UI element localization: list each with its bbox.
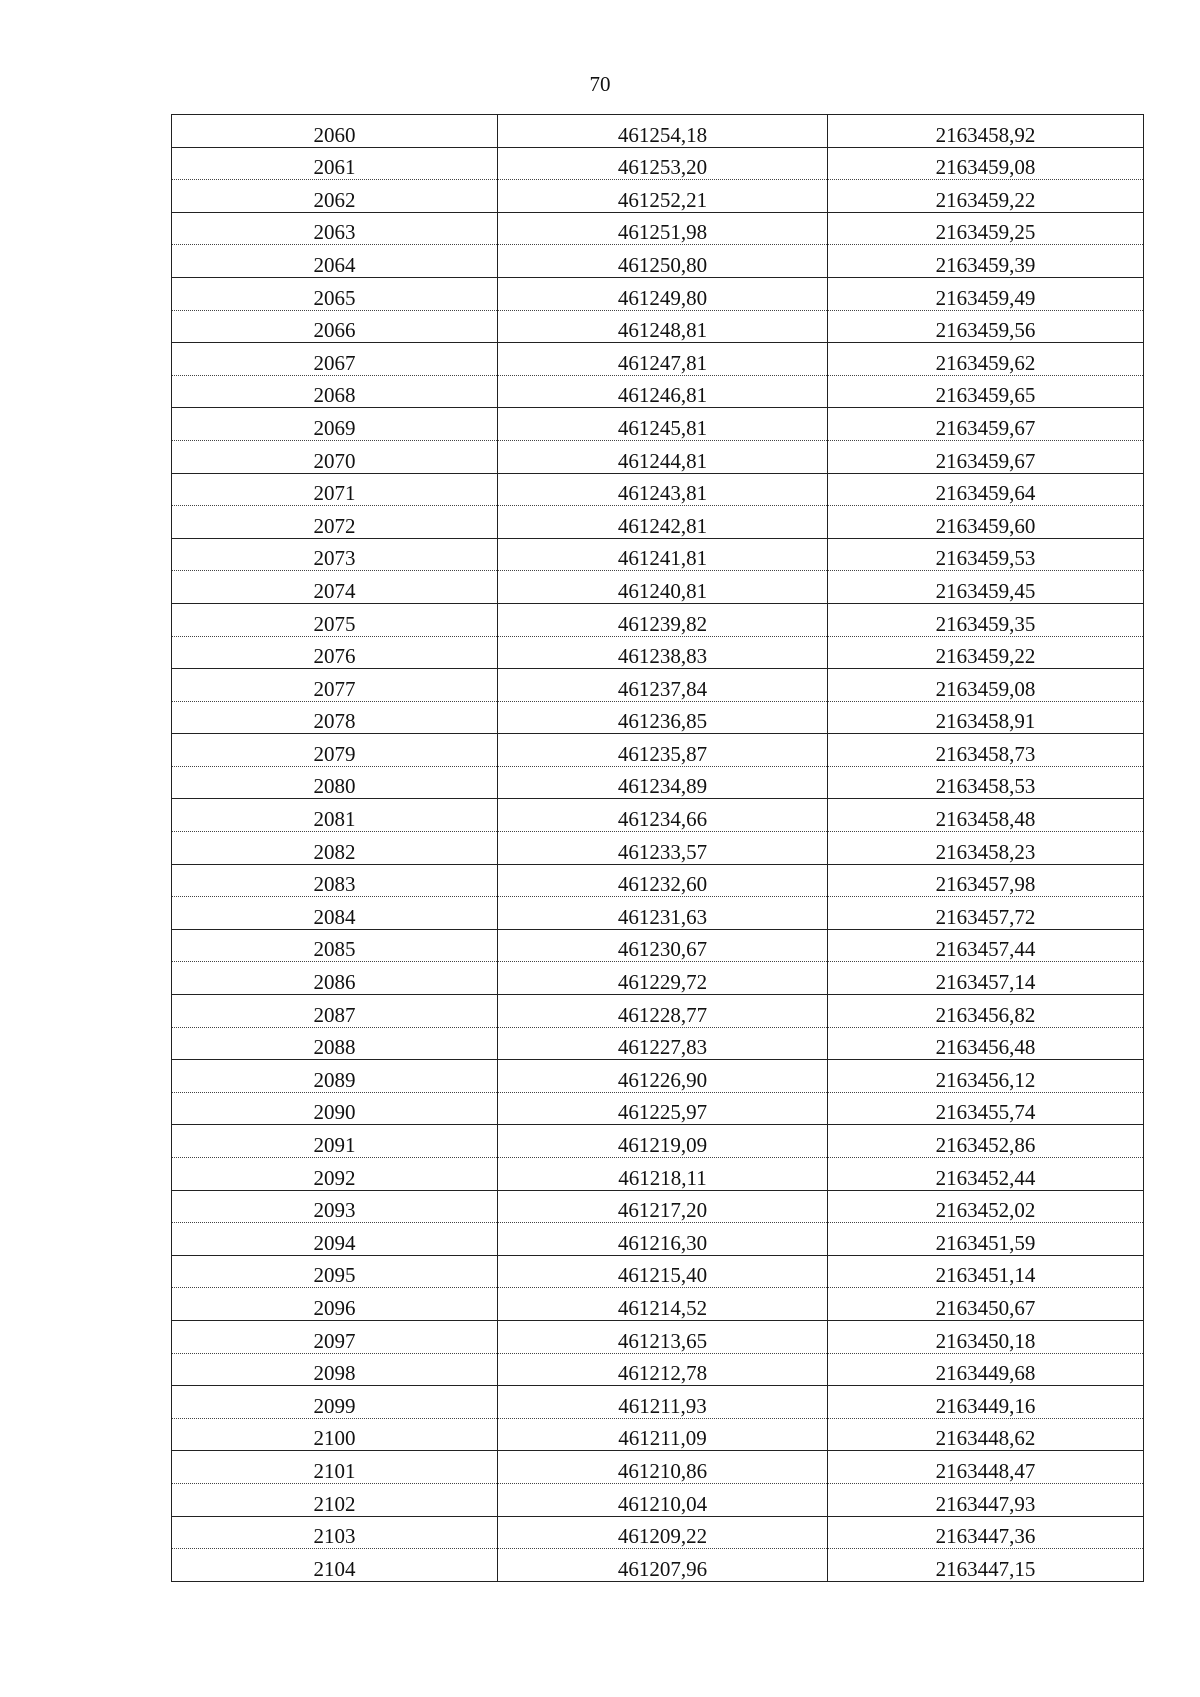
point-number-cell: 2100 (172, 1418, 498, 1451)
table-row (172, 734, 1144, 767)
y-coordinate-cell: 2163457,14 (828, 962, 1144, 995)
table-row (172, 571, 1144, 604)
point-number-cell: 2076 (172, 636, 498, 669)
point-number-cell: 2087 (172, 995, 498, 1028)
y-coordinate-cell: 2163458,92 (828, 115, 1144, 148)
coordinates-table-body (172, 115, 1144, 1582)
point-number-cell: 2062 (172, 180, 498, 213)
y-coordinate-cell: 2163459,08 (828, 669, 1144, 702)
table-row (172, 1549, 1144, 1582)
x-coordinate-cell: 461242,81 (498, 506, 828, 539)
y-coordinate-cell: 2163459,62 (828, 343, 1144, 376)
table-row (172, 277, 1144, 310)
point-number-cell: 2069 (172, 408, 498, 441)
x-coordinate-cell: 461234,89 (498, 766, 828, 799)
x-coordinate-cell: 461241,81 (498, 538, 828, 571)
y-coordinate-cell: 2163456,82 (828, 995, 1144, 1028)
x-coordinate-cell: 461234,66 (498, 799, 828, 832)
point-number-cell: 2095 (172, 1255, 498, 1288)
y-coordinate-cell: 2163447,93 (828, 1483, 1144, 1516)
x-coordinate-cell: 461215,40 (498, 1255, 828, 1288)
point-number-cell: 2072 (172, 506, 498, 539)
x-coordinate-cell: 461211,09 (498, 1418, 828, 1451)
point-number-cell: 2077 (172, 669, 498, 702)
point-number-cell: 2079 (172, 734, 498, 767)
x-coordinate-cell: 461252,21 (498, 180, 828, 213)
y-coordinate-cell: 2163459,60 (828, 506, 1144, 539)
table-row (172, 408, 1144, 441)
table-row (172, 897, 1144, 930)
x-coordinate-cell: 461235,87 (498, 734, 828, 767)
table-row (172, 864, 1144, 897)
table-row (172, 473, 1144, 506)
point-number-cell: 2075 (172, 603, 498, 636)
x-coordinate-cell: 461213,65 (498, 1320, 828, 1353)
point-number-cell: 2086 (172, 962, 498, 995)
table-row (172, 1223, 1144, 1256)
table-row (172, 310, 1144, 343)
x-coordinate-cell: 461207,96 (498, 1549, 828, 1582)
table-row (172, 1027, 1144, 1060)
x-coordinate-cell: 461225,97 (498, 1092, 828, 1125)
y-coordinate-cell: 2163447,36 (828, 1516, 1144, 1549)
table-row (172, 538, 1144, 571)
point-number-cell: 2089 (172, 1060, 498, 1093)
table-row (172, 1451, 1144, 1484)
x-coordinate-cell: 461231,63 (498, 897, 828, 930)
table-row (172, 1516, 1144, 1549)
point-number-cell: 2061 (172, 147, 498, 180)
table-row (172, 147, 1144, 180)
point-number-cell: 2088 (172, 1027, 498, 1060)
table-row (172, 440, 1144, 473)
x-coordinate-cell: 461246,81 (498, 375, 828, 408)
table-row (172, 1288, 1144, 1321)
x-coordinate-cell: 461219,09 (498, 1125, 828, 1158)
table-row (172, 766, 1144, 799)
y-coordinate-cell: 2163459,65 (828, 375, 1144, 408)
y-coordinate-cell: 2163458,23 (828, 832, 1144, 865)
x-coordinate-cell: 461217,20 (498, 1190, 828, 1223)
point-number-cell: 2068 (172, 375, 498, 408)
y-coordinate-cell: 2163457,44 (828, 929, 1144, 962)
page-number: 70 (589, 72, 611, 96)
x-coordinate-cell: 461244,81 (498, 440, 828, 473)
x-coordinate-cell: 461229,72 (498, 962, 828, 995)
x-coordinate-cell: 461253,20 (498, 147, 828, 180)
x-coordinate-cell: 461211,93 (498, 1386, 828, 1419)
point-number-cell: 2078 (172, 701, 498, 734)
x-coordinate-cell: 461233,57 (498, 832, 828, 865)
point-number-cell: 2101 (172, 1451, 498, 1484)
y-coordinate-cell: 2163450,67 (828, 1288, 1144, 1321)
x-coordinate-cell: 461212,78 (498, 1353, 828, 1386)
table-row (172, 1255, 1144, 1288)
point-number-cell: 2094 (172, 1223, 498, 1256)
y-coordinate-cell: 2163457,98 (828, 864, 1144, 897)
table-row (172, 799, 1144, 832)
table-row (172, 1125, 1144, 1158)
x-coordinate-cell: 461239,82 (498, 603, 828, 636)
y-coordinate-cell: 2163458,91 (828, 701, 1144, 734)
point-number-cell: 2093 (172, 1190, 498, 1223)
y-coordinate-cell: 2163458,73 (828, 734, 1144, 767)
table-row (172, 962, 1144, 995)
y-coordinate-cell: 2163459,39 (828, 245, 1144, 278)
x-coordinate-cell: 461218,11 (498, 1158, 828, 1191)
y-coordinate-cell: 2163456,12 (828, 1060, 1144, 1093)
table-row (172, 1386, 1144, 1419)
point-number-cell: 2102 (172, 1483, 498, 1516)
table-row (172, 1418, 1144, 1451)
x-coordinate-cell: 461238,83 (498, 636, 828, 669)
x-coordinate-cell: 461248,81 (498, 310, 828, 343)
y-coordinate-cell: 2163448,47 (828, 1451, 1144, 1484)
x-coordinate-cell: 461249,80 (498, 277, 828, 310)
x-coordinate-cell: 461251,98 (498, 212, 828, 245)
y-coordinate-cell: 2163458,53 (828, 766, 1144, 799)
table-row (172, 1158, 1144, 1191)
table-row (172, 180, 1144, 213)
y-coordinate-cell: 2163449,68 (828, 1353, 1144, 1386)
x-coordinate-cell: 461210,04 (498, 1483, 828, 1516)
x-coordinate-cell: 461232,60 (498, 864, 828, 897)
y-coordinate-cell: 2163459,64 (828, 473, 1144, 506)
y-coordinate-cell: 2163451,14 (828, 1255, 1144, 1288)
table-row (172, 995, 1144, 1028)
x-coordinate-cell: 461237,84 (498, 669, 828, 702)
point-number-cell: 2091 (172, 1125, 498, 1158)
point-number-cell: 2064 (172, 245, 498, 278)
table-row (172, 832, 1144, 865)
y-coordinate-cell: 2163459,67 (828, 408, 1144, 441)
y-coordinate-cell: 2163457,72 (828, 897, 1144, 930)
y-coordinate-cell: 2163452,44 (828, 1158, 1144, 1191)
y-coordinate-cell: 2163449,16 (828, 1386, 1144, 1419)
y-coordinate-cell: 2163450,18 (828, 1320, 1144, 1353)
table-row (172, 603, 1144, 636)
y-coordinate-cell: 2163459,49 (828, 277, 1144, 310)
y-coordinate-cell: 2163459,56 (828, 310, 1144, 343)
point-number-cell: 2104 (172, 1549, 498, 1582)
table-row (172, 1320, 1144, 1353)
table-row (172, 245, 1144, 278)
y-coordinate-cell: 2163459,22 (828, 636, 1144, 669)
y-coordinate-cell: 2163452,02 (828, 1190, 1144, 1223)
point-number-cell: 2097 (172, 1320, 498, 1353)
y-coordinate-cell: 2163451,59 (828, 1223, 1144, 1256)
x-coordinate-cell: 461210,86 (498, 1451, 828, 1484)
point-number-cell: 2070 (172, 440, 498, 473)
y-coordinate-cell: 2163452,86 (828, 1125, 1144, 1158)
x-coordinate-cell: 461240,81 (498, 571, 828, 604)
point-number-cell: 2081 (172, 799, 498, 832)
table-row (172, 636, 1144, 669)
point-number-cell: 2092 (172, 1158, 498, 1191)
y-coordinate-cell: 2163459,53 (828, 538, 1144, 571)
x-coordinate-cell: 461214,52 (498, 1288, 828, 1321)
table-row (172, 1190, 1144, 1223)
x-coordinate-cell: 461209,22 (498, 1516, 828, 1549)
point-number-cell: 2085 (172, 929, 498, 962)
y-coordinate-cell: 2163459,35 (828, 603, 1144, 636)
table-row (172, 506, 1144, 539)
table-row (172, 929, 1144, 962)
x-coordinate-cell: 461250,80 (498, 245, 828, 278)
x-coordinate-cell: 461230,67 (498, 929, 828, 962)
point-number-cell: 2099 (172, 1386, 498, 1419)
x-coordinate-cell: 461226,90 (498, 1060, 828, 1093)
point-number-cell: 2065 (172, 277, 498, 310)
y-coordinate-cell: 2163458,48 (828, 799, 1144, 832)
x-coordinate-cell: 461228,77 (498, 995, 828, 1028)
x-coordinate-cell: 461227,83 (498, 1027, 828, 1060)
y-coordinate-cell: 2163455,74 (828, 1092, 1144, 1125)
y-coordinate-cell: 2163459,22 (828, 180, 1144, 213)
x-coordinate-cell: 461243,81 (498, 473, 828, 506)
x-coordinate-cell: 461247,81 (498, 343, 828, 376)
coordinates-table (171, 114, 1144, 1582)
point-number-cell: 2073 (172, 538, 498, 571)
table-row (172, 115, 1144, 148)
x-coordinate-cell: 461254,18 (498, 115, 828, 148)
table-row (172, 701, 1144, 734)
y-coordinate-cell: 2163447,15 (828, 1549, 1144, 1582)
table-row (172, 343, 1144, 376)
point-number-cell: 2066 (172, 310, 498, 343)
point-number-cell: 2090 (172, 1092, 498, 1125)
table-row (172, 375, 1144, 408)
point-number-cell: 2082 (172, 832, 498, 865)
point-number-cell: 2071 (172, 473, 498, 506)
table-row (172, 212, 1144, 245)
table-row (172, 1092, 1144, 1125)
point-number-cell: 2080 (172, 766, 498, 799)
x-coordinate-cell: 461245,81 (498, 408, 828, 441)
point-number-cell: 2060 (172, 115, 498, 148)
table-row (172, 669, 1144, 702)
y-coordinate-cell: 2163448,62 (828, 1418, 1144, 1451)
y-coordinate-cell: 2163459,08 (828, 147, 1144, 180)
point-number-cell: 2103 (172, 1516, 498, 1549)
table-row (172, 1060, 1144, 1093)
y-coordinate-cell: 2163459,67 (828, 440, 1144, 473)
x-coordinate-cell: 461216,30 (498, 1223, 828, 1256)
point-number-cell: 2063 (172, 212, 498, 245)
y-coordinate-cell: 2163459,45 (828, 571, 1144, 604)
point-number-cell: 2083 (172, 864, 498, 897)
point-number-cell: 2067 (172, 343, 498, 376)
y-coordinate-cell: 2163459,25 (828, 212, 1144, 245)
table-row (172, 1353, 1144, 1386)
point-number-cell: 2096 (172, 1288, 498, 1321)
point-number-cell: 2074 (172, 571, 498, 604)
table-row (172, 1483, 1144, 1516)
y-coordinate-cell: 2163456,48 (828, 1027, 1144, 1060)
point-number-cell: 2098 (172, 1353, 498, 1386)
x-coordinate-cell: 461236,85 (498, 701, 828, 734)
point-number-cell: 2084 (172, 897, 498, 930)
